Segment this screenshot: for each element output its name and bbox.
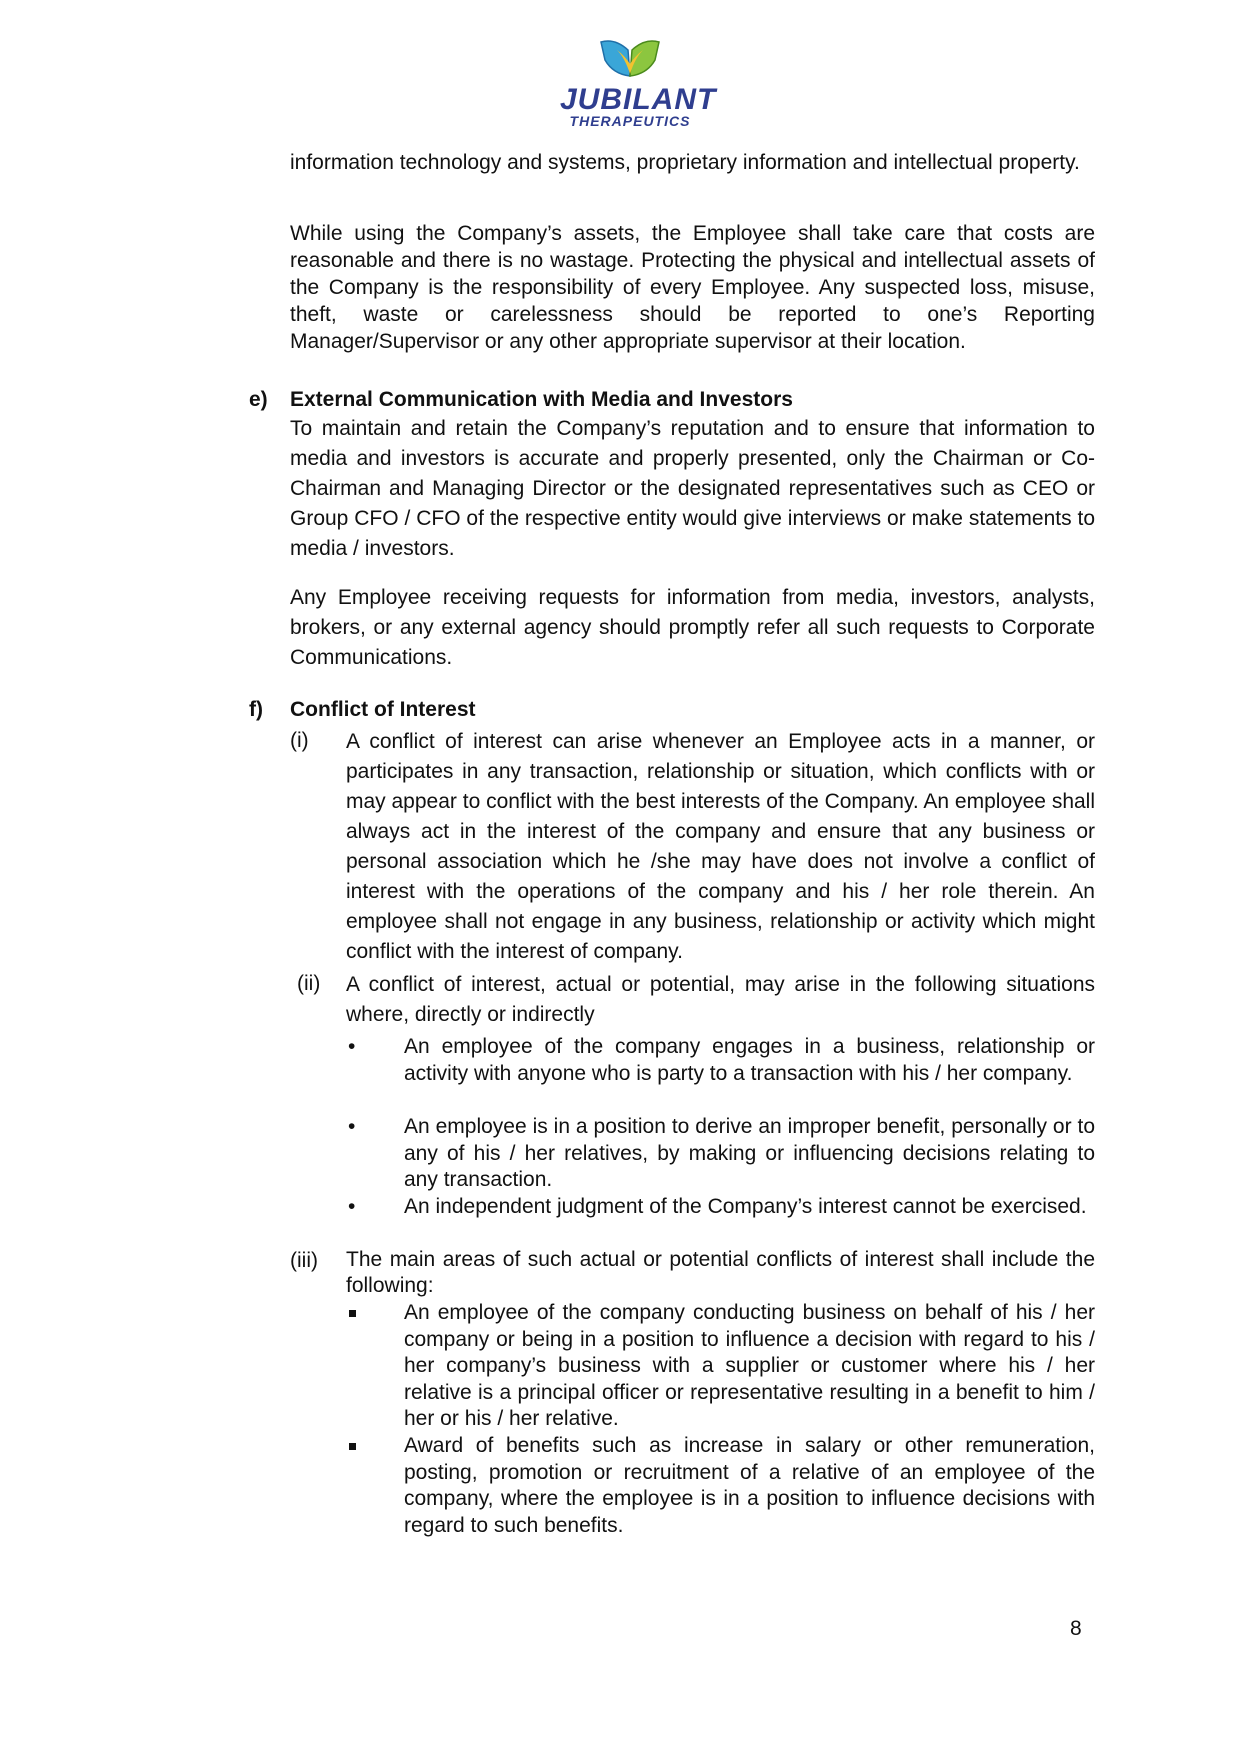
- section-heading: Conflict of Interest: [290, 698, 476, 721]
- list-marker: (iii): [290, 1249, 318, 1272]
- section-label: e): [249, 388, 268, 411]
- list-item: A conflict of interest can arise whenever an Employee acts in a manner, or participates in any transaction, relationship or situation, which conflicts with or may appear to conflict with the best interests of the Company. An employee shall always act in the interest of the company and ensure that any business or personal association which he /she may have does not involve a conflict of interest with the operations of the company and his / her role therein. An employee shall not engage in any business, relationship or activity which might conflict with the interest of company.: [346, 730, 1096, 963]
- paragraph: information technology and systems, proprietary information and intellectual property.: [290, 151, 1080, 174]
- list-item: The main areas of such actual or potential conflicts of interest shall include the following:: [346, 1248, 1095, 1297]
- section-label: f): [249, 698, 263, 721]
- list-marker: (i): [290, 729, 309, 752]
- page-number: 8: [1070, 1617, 1082, 1640]
- paragraph: While using the Company’s assets, the Employee shall take care that costs are reasonable and there is no wastage. Protecting the physical and intellectual assets of the Company is the responsibility of every Employee. Any suspected loss, misuse, theft, waste or carelessness should be reported to one’s Reporting Manager/Supervisor or any other appropriate supervisor at their location.: [290, 222, 1095, 353]
- paragraph: To maintain and retain the Company’s reputation and to ensure that information to media and investors is accurate and properly presented, only the Chairman or Co-Chairman and Managing Director or the designated representatives such as CEO or Group CFO / CFO of the respective entity would give interviews or make statements to media / investors.: [290, 417, 1095, 560]
- bullet-item: Award of benefits such as increase in salary or other remuneration, posting, promotion or recruitment of a relative of an employee of the company, where the employee is in a position to influence decisions with regard to such benefits.: [404, 1434, 1095, 1537]
- paragraph: Any Employee receiving requests for information from media, investors, analysts, brokers, or any external agency should promptly refer all such requests to Corporate Communications.: [290, 586, 1095, 669]
- bullet-item: An independent judgment of the Company’s interest cannot be exercised.: [404, 1195, 1087, 1218]
- bullet-icon: •: [348, 1115, 356, 1138]
- square-bullet-icon: [349, 1310, 356, 1317]
- section-heading: External Communication with Media and Investors: [290, 388, 793, 411]
- logo-subtitle: THERAPEUTICS: [569, 113, 691, 129]
- list-marker: (ii): [297, 972, 321, 995]
- list-item: A conflict of interest, actual or potential, may arise in the following situations where, directly or indirectly: [346, 973, 1095, 1026]
- logo-wordmark: JUBILANT: [560, 83, 717, 116]
- bullet-item: An employee is in a position to derive an improper benefit, personally or to any of his / her relatives, by making or influencing decisions relating to any transaction.: [404, 1115, 1095, 1191]
- butterfly-logo-icon: [595, 36, 665, 84]
- bullet-icon: •: [348, 1195, 356, 1218]
- company-logo: [560, 36, 717, 136]
- square-bullet-icon: [349, 1443, 356, 1450]
- bullet-item: An employee of the company engages in a business, relationship or activity with anyone who is party to a transaction with his / her company.: [404, 1035, 1095, 1085]
- bullet-icon: •: [348, 1035, 356, 1058]
- bullet-item: An employee of the company conducting business on behalf of his / her company or being in a position to influence a decision with regard to his / her company’s business with a supplier or customer where his / her relative is a principal officer or representative resulting in a benefit to him / her or his / her relative.: [404, 1301, 1095, 1430]
